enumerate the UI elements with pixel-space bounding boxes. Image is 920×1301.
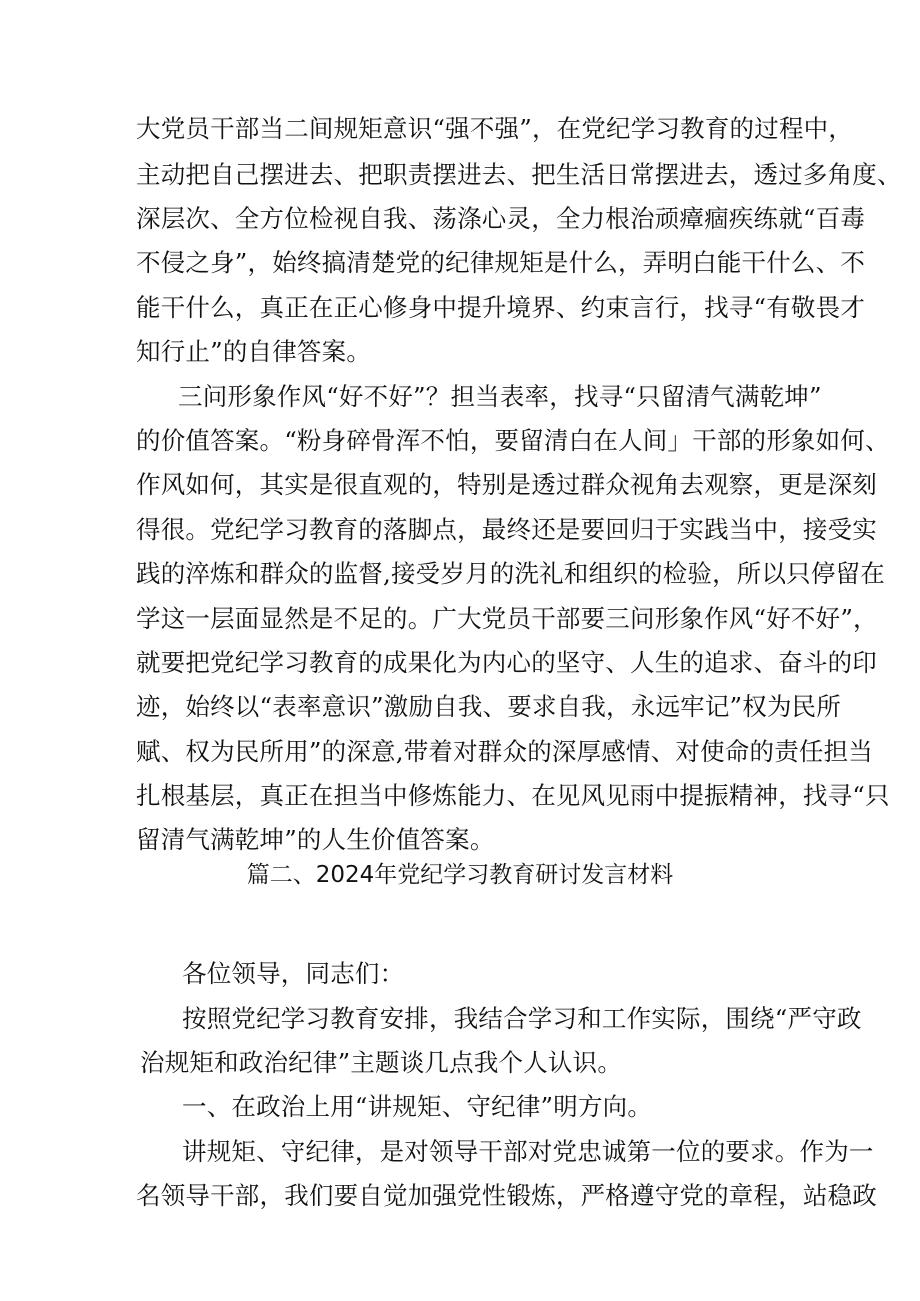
paragraph-first-line: 按照党纪学习教育安排，我结合学习和工作实际，围绕“严守政 bbox=[182, 1004, 862, 1033]
section-title: 篇二、2024年党纪学习教育研讨发言材料 bbox=[246, 862, 674, 888]
body-text-line: 大党员干部当二间规矩意识“强不强”，在党纪学习教育的过程中， bbox=[136, 114, 854, 143]
body-text-line: 留清气满乾坤”的人生价值答案。 bbox=[136, 825, 495, 854]
body-text-line: 主动把自己摆进去、把职责摆进去、把生活日常摆进去，透过多角度、 bbox=[136, 160, 902, 189]
body-text-line: 迹，始终以“表率意识”激励自我、要求自我，永远牢记”权为民所 bbox=[136, 692, 842, 721]
salutation: 各位领导，同志们： bbox=[182, 959, 405, 988]
subheading: 一、在政治上用“讲规矩、守纪律”明方向。 bbox=[182, 1092, 653, 1121]
body-text-line: 治规矩和政治纪律”主题谈几点我个人认识。 bbox=[140, 1048, 623, 1077]
body-text-line: 作风如何，其实是很直观的，特别是透过群众视角去观察，更是深刻 bbox=[136, 470, 877, 499]
body-text-line: 就要把党纪学习教育的成果化为内心的坚守、人生的追求、奋斗的印 bbox=[136, 648, 877, 677]
body-text-line: 不侵之身”，始终搞清楚党的纪律规矩是什么，弄明白能干什么、不 bbox=[136, 248, 866, 277]
body-text-line: 践的淬炼和群众的监督,接受岁月的洗礼和组织的检验，所以只停留在 bbox=[136, 559, 885, 588]
body-text-line: 扎根基层，真正在担当中修炼能力、在见风见雨中提振精神，找寻“只 bbox=[136, 781, 890, 810]
body-text-line: 深层次、全方位检视自我、荡涤心灵，全力根治顽瘴痼疾练就“百毒 bbox=[136, 204, 866, 233]
body-text-line: 得很。党纪学习教育的落脚点，最终还是要回归于实践当中，接受实 bbox=[136, 515, 877, 544]
body-text-line: 能干什么，真正在正心修身中提升境界、约束言行，找寻“有敬畏才 bbox=[136, 293, 866, 322]
paragraph-first-line: 三问形象作风“好不好”？担当表率，找寻“只留清气满乾坤” bbox=[178, 382, 822, 411]
body-text-line: 知行止”的自律答案。 bbox=[136, 337, 372, 366]
paragraph-first-line: 讲规矩、守纪律，是对领导干部对党忠诚第一位的要求。作为一 bbox=[182, 1137, 874, 1166]
body-text-line: 学这一层面显然是不足的。广大党员干部要三问形象作风“好不好”， bbox=[136, 604, 878, 633]
body-text-line: 赋、权为民所用”的深意,带着对群众的深厚感情、对使命的责任担当 bbox=[136, 737, 874, 766]
body-text-line: 名领导干部，我们要自觉加强党性锻炼，严格遵守党的章程，站稳政 bbox=[136, 1181, 877, 1210]
body-text-line: 的价值答案。“粉身碎骨浑不怕，要留清白在人间」干部的形象如何、 bbox=[136, 426, 890, 455]
